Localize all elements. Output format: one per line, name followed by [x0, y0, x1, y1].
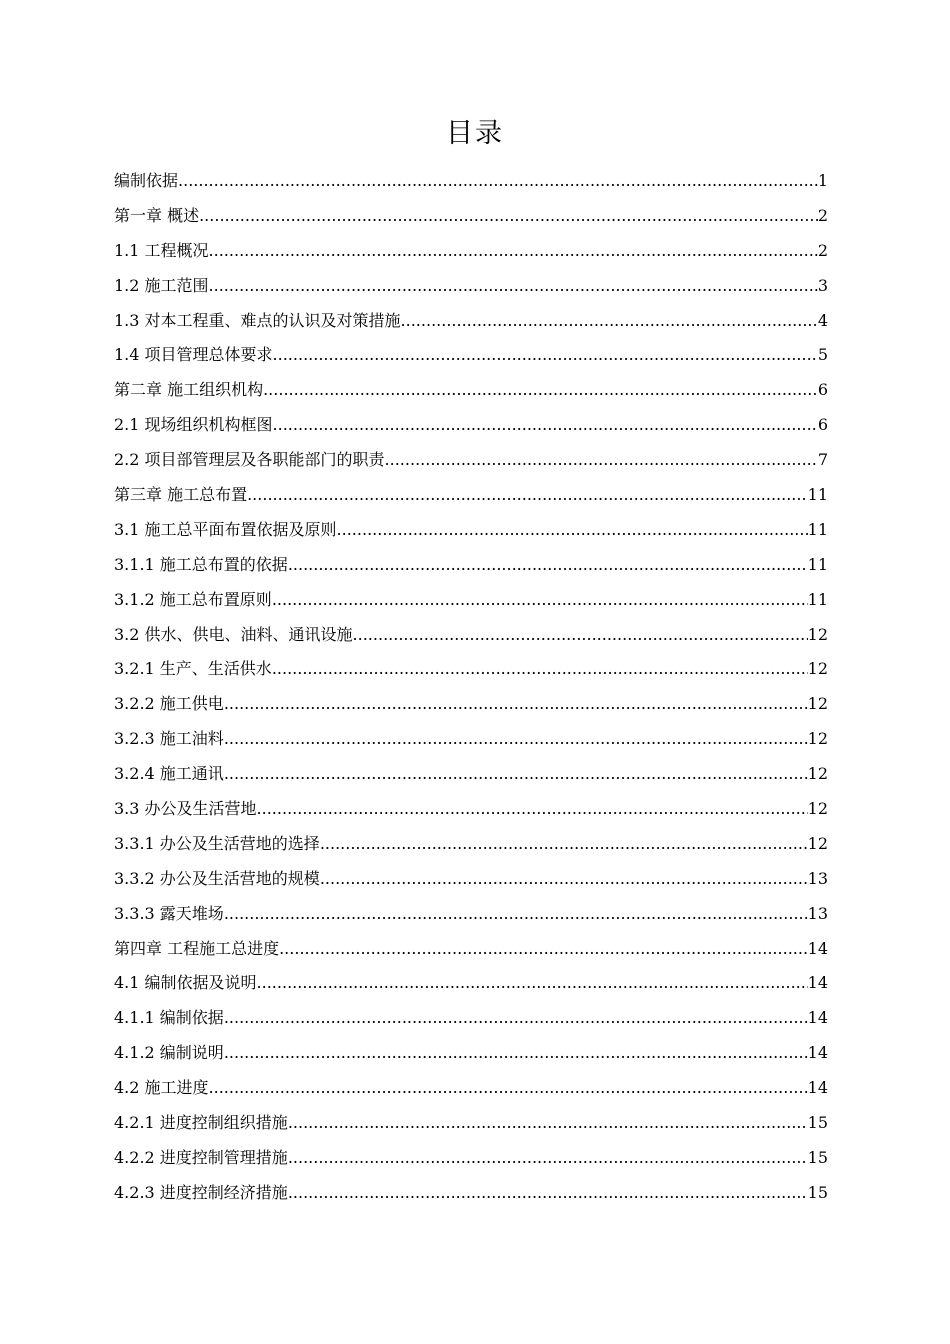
toc-entry-text: 3.2.1 生产、生活供水	[114, 659, 272, 679]
toc-entry[interactable]	[114, 338, 828, 373]
toc-entry[interactable]	[114, 862, 828, 897]
toc-dot-leader	[199, 199, 818, 234]
toc-dot-leader	[279, 932, 808, 967]
toc-entry[interactable]	[114, 757, 828, 792]
toc-entry-text: 4.1 编制依据及说明	[114, 973, 257, 993]
toc-entry[interactable]	[114, 652, 828, 687]
toc-entry[interactable]	[114, 1001, 828, 1036]
toc-entry-page-number: 7	[817, 450, 828, 470]
toc-entry-text: 3.3.1 办公及生活营地的选择	[114, 833, 320, 853]
toc-entry-page-number: 14	[807, 973, 828, 993]
toc-entry[interactable]	[114, 687, 828, 722]
toc-dot-leader	[401, 304, 818, 339]
toc-entry[interactable]	[114, 827, 828, 862]
toc-entry-text: 3.3.2 办公及生活营地的规模	[114, 868, 320, 888]
toc-entry-page-number: 14	[807, 1078, 828, 1098]
toc-entry[interactable]	[114, 478, 828, 513]
toc-entry-page-number: 2	[817, 240, 828, 260]
toc-entry-text: 4.2 施工进度	[114, 1078, 209, 1098]
toc-entry-text: 第一章 概述	[114, 205, 200, 225]
toc-entry-page-number: 3	[817, 275, 828, 295]
toc-entry[interactable]	[114, 1071, 828, 1106]
toc-dot-leader	[224, 1001, 808, 1036]
toc-entry-page-number: 15	[807, 1113, 828, 1133]
toc-dot-leader	[209, 269, 818, 304]
toc-entry-page-number: 14	[807, 1043, 828, 1063]
toc-dot-leader	[272, 583, 808, 618]
toc-entry-page-number: 6	[817, 380, 828, 400]
toc-entry-text: 3.3.3 露天堆场	[114, 903, 224, 923]
toc-entry-text: 4.2.1 进度控制组织措施	[114, 1113, 288, 1133]
toc-entry-page-number: 13	[807, 868, 828, 888]
toc-entry-text: 3.2.2 施工供电	[114, 694, 224, 714]
toc-entry[interactable]	[114, 1141, 828, 1176]
toc-entry-text: 3.1.1 施工总布置的依据	[114, 554, 288, 574]
toc-entry-page-number: 11	[807, 485, 828, 505]
toc-dot-leader	[224, 897, 808, 932]
toc-entry[interactable]	[114, 897, 828, 932]
toc-dot-leader	[224, 687, 808, 722]
toc-entry-page-number: 12	[807, 833, 828, 853]
toc-entry-page-number: 12	[807, 659, 828, 679]
toc-dot-leader	[224, 757, 808, 792]
toc-entry[interactable]	[114, 513, 828, 548]
toc-dot-leader	[288, 1176, 808, 1211]
toc-dot-leader	[247, 478, 808, 513]
toc-entry-text: 1.1 工程概况	[114, 240, 209, 260]
toc-dot-leader	[337, 513, 808, 548]
toc-entry-page-number: 12	[807, 799, 828, 819]
toc-entry-text: 3.3 办公及生活营地	[114, 799, 257, 819]
toc-entry[interactable]	[114, 966, 828, 1001]
toc-entry[interactable]	[114, 269, 828, 304]
toc-entry-text: 1.2 施工范围	[114, 275, 209, 295]
toc-dot-leader	[288, 1106, 808, 1141]
page-title: 目录	[446, 118, 504, 149]
toc-entry[interactable]	[114, 164, 828, 199]
toc-entry-page-number: 15	[807, 1147, 828, 1167]
toc-entry-page-number: 12	[807, 694, 828, 714]
toc-entry-page-number: 14	[807, 1008, 828, 1028]
toc-entry[interactable]	[114, 548, 828, 583]
toc-dot-leader	[273, 408, 818, 443]
toc-entry-page-number: 2	[817, 205, 828, 225]
toc-entry-page-number: 15	[807, 1182, 828, 1202]
toc-entry-text: 2.1 现场组织机构框图	[114, 415, 273, 435]
toc-entry-text: 1.4 项目管理总体要求	[114, 345, 273, 365]
toc-dot-leader	[209, 234, 818, 269]
toc-dot-leader	[257, 966, 808, 1001]
toc-entry-text: 4.2.2 进度控制管理措施	[114, 1147, 288, 1167]
toc-dot-leader	[385, 443, 818, 478]
toc-dot-leader	[178, 164, 818, 199]
toc-entry[interactable]	[114, 234, 828, 269]
toc-entry-text: 4.1.2 编制说明	[114, 1043, 224, 1063]
toc-entry-text: 第二章 施工组织机构	[114, 380, 264, 400]
toc-dot-leader	[320, 827, 808, 862]
toc-entry-text: 1.3 对本工程重、难点的认识及对策措施	[114, 310, 401, 330]
toc-entry-page-number: 14	[807, 938, 828, 958]
toc-dot-leader	[272, 652, 808, 687]
toc-entry-page-number: 11	[807, 554, 828, 574]
toc-entry-text: 3.2.3 施工油料	[114, 729, 224, 749]
toc-entry-text: 3.1.2 施工总布置原则	[114, 589, 272, 609]
toc-entry-text: 4.1.1 编制依据	[114, 1008, 224, 1028]
toc-entry-text: 第四章 工程施工总进度	[114, 938, 280, 958]
toc-entry-text: 3.2 供水、供电、油料、通讯设施	[114, 624, 353, 644]
toc-entry-page-number: 12	[807, 764, 828, 784]
toc-entry[interactable]	[114, 1106, 828, 1141]
toc-entry[interactable]	[114, 443, 828, 478]
toc-dot-leader	[353, 618, 808, 653]
toc-entry[interactable]	[114, 373, 828, 408]
toc-entry-page-number: 12	[807, 624, 828, 644]
toc-entry[interactable]	[114, 1036, 828, 1071]
toc-entry[interactable]	[114, 618, 828, 653]
toc-list	[114, 164, 828, 1211]
toc-entry[interactable]	[114, 932, 828, 967]
toc-entry-page-number: 5	[817, 345, 828, 365]
toc-entry-text: 2.2 项目部管理层及各职能部门的职责	[114, 450, 385, 470]
toc-dot-leader	[257, 792, 808, 827]
toc-entry[interactable]	[114, 583, 828, 618]
toc-entry-page-number: 6	[817, 415, 828, 435]
toc-entry-text: 3.1 施工总平面布置依据及原则	[114, 519, 337, 539]
toc-entry-page-number: 1	[817, 171, 828, 190]
toc-dot-leader	[273, 338, 818, 373]
toc-dot-leader	[320, 862, 808, 897]
toc-entry[interactable]	[114, 792, 828, 827]
toc-entry-page-number: 11	[807, 589, 828, 609]
toc-dot-leader	[224, 722, 808, 757]
toc-entry-text: 第三章 施工总布置	[114, 485, 248, 505]
toc-entry-page-number: 12	[807, 729, 828, 749]
toc-entry[interactable]	[114, 304, 828, 339]
toc-entry-page-number: 13	[807, 903, 828, 923]
toc-entry-text: 3.2.4 施工通讯	[114, 764, 224, 784]
toc-dot-leader	[288, 1141, 808, 1176]
toc-entry[interactable]	[114, 1176, 828, 1211]
toc-dot-leader	[263, 373, 818, 408]
toc-entry-page-number: 11	[807, 519, 828, 539]
toc-dot-leader	[209, 1071, 808, 1106]
toc-entry-text: 4.2.3 进度控制经济措施	[114, 1182, 288, 1202]
toc-entry[interactable]	[114, 408, 828, 443]
toc-entry-text: 编制依据	[114, 171, 179, 190]
toc-dot-leader	[288, 548, 808, 583]
toc-entry[interactable]	[114, 199, 828, 234]
toc-entry[interactable]	[114, 722, 828, 757]
toc-dot-leader	[224, 1036, 808, 1071]
toc-entry-page-number: 4	[817, 310, 828, 330]
